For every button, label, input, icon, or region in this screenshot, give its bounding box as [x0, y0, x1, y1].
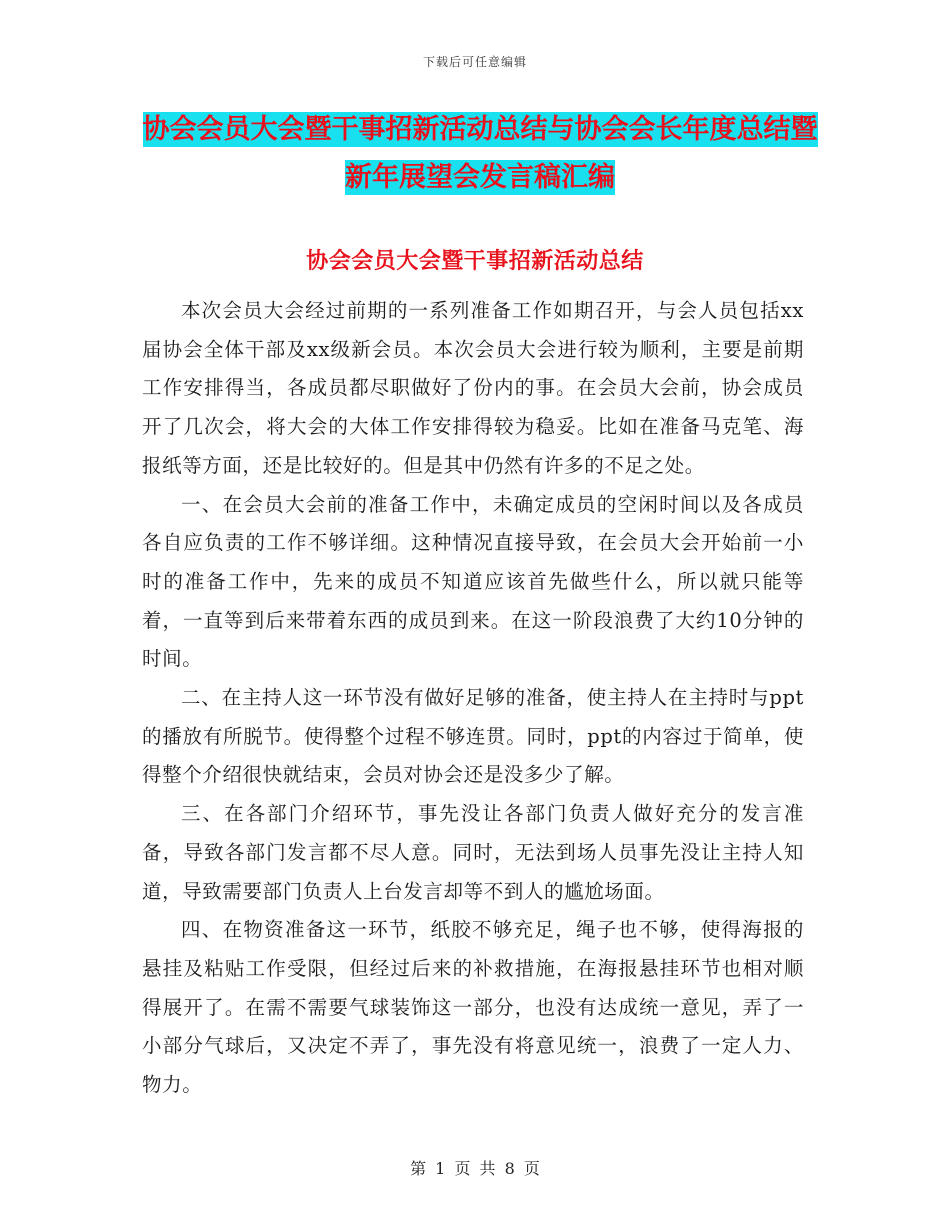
- paragraph-point-2: 二、在主持人这一环节没有做好足够的准备，使主持人在主持时与ppt的播放有所脱节。使得整个过程不够连贯。同时，ppt的内容过于简单，使得整个介绍很快就结束，会员对协会还是没多少了解。: [142, 686, 804, 787]
- document-title-text: 协会会员大会暨干事招新活动总结与协会会长年度总结暨新年展望会发言稿汇编: [142, 114, 818, 193]
- section-title: 协会会员大会暨干事招新活动总结: [306, 249, 644, 274]
- paragraph-point-3: 三、在各部门介绍环节，事先没让各部门负责人做好充分的发言准备，导致各部门发言都不尽人意。同时，无法到场人员事先没让主持人知道，导致需要部门负责人上台发言却等不到人的尴尬场面。: [142, 802, 804, 903]
- body-text: [142, 292, 804, 1105]
- page-number-footer: 第 1 页 共 8 页: [410, 1159, 540, 1178]
- document-title: [140, 106, 820, 202]
- paragraph-point-1: 一、在会员大会前的准备工作中，未确定成员的空闲时间以及各成员各自应负责的工作不够详细。这种情况直接导致，在会员大会开始前一小时的准备工作中，先来的成员不知道应该首先做些什么，所以就只能等着，一直等到后来带着东西的成员到来。在这一阶段浪费了大约10分钟的时间。: [142, 492, 804, 671]
- paragraph-point-4: 四、在物资准备这一环节，纸胶不够充足，绳子也不够，使得海报的悬挂及粘贴工作受限，但经过后来的补救措施，在海报悬挂环节也相对顺得展开了。在需不需要气球装饰这一部分，也没有达成统一意见，弄了一小部分气球后，又决定不弄了，事先没有将意见统一，浪费了一定人力、物力。: [142, 918, 804, 1097]
- header-note: 下载后可任意编辑: [422, 55, 527, 69]
- paragraph-intro: 本次会员大会经过前期的一系列准备工作如期召开，与会人员包括xx届协会全体干部及xx级新会员。本次会员大会进行较为顺利，主要是前期工作安排得当，各成员都尽职做好了份内的事。在会员大会前，协会成员开了几次会，将大会的大体工作安排得较为稳妥。比如在准备马克笔、海报纸等方面，还是比较好的。但是其中仍然有许多的不足之处。: [142, 299, 804, 477]
